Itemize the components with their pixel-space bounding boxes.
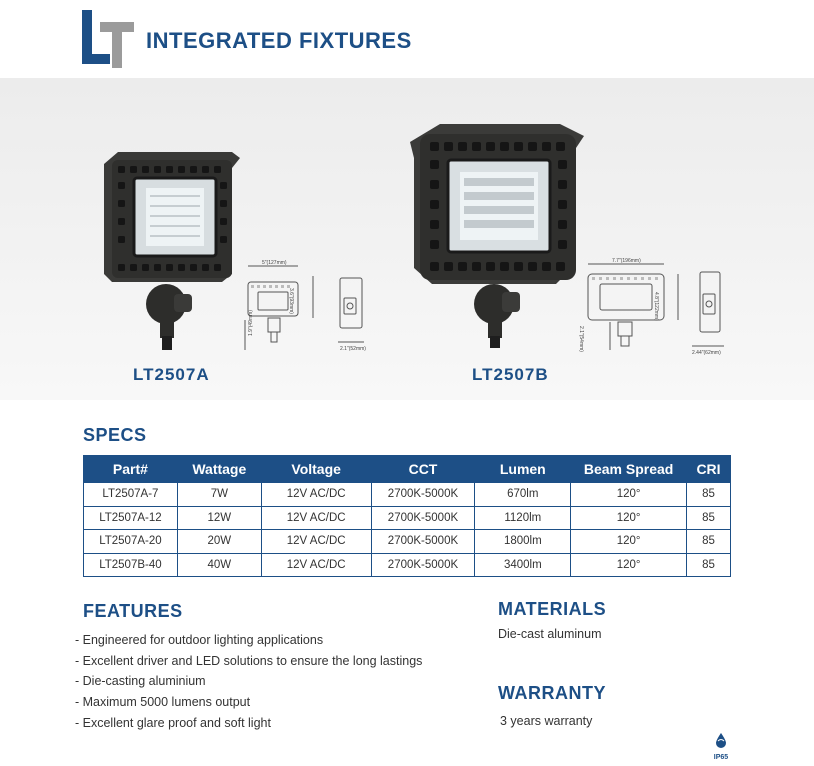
cell-cri: 85 xyxy=(687,530,731,554)
cell-voltage: 12V AC/DC xyxy=(261,530,371,554)
specs-table xyxy=(83,455,731,577)
cell-lumen: 3400lm xyxy=(475,553,571,577)
cell-lumen: 670lm xyxy=(475,483,571,507)
col-voltage: Voltage xyxy=(261,456,371,483)
warranty-text: 3 years warranty xyxy=(500,714,593,728)
cell-wattage: 7W xyxy=(177,483,261,507)
cell-beam-spread: 120° xyxy=(571,553,687,577)
cell-wattage: 20W xyxy=(177,530,261,554)
cell-cct: 2700K-5000K xyxy=(371,530,475,554)
product-label-b: LT2507B xyxy=(472,365,549,384)
product-illustration xyxy=(0,78,814,400)
dim-b-width: 7.7"(196mm) xyxy=(612,258,641,264)
dim-b-height: 4.8"(122mm) xyxy=(653,292,659,321)
cell-cct: 2700K-5000K xyxy=(371,553,475,577)
dim-b-depth: 2.44"(62mm) xyxy=(692,350,721,356)
list-item: - Excellent driver and LED solutions to ensure the long lastings xyxy=(75,653,423,668)
dim-b-stem: 2.1"(54mm) xyxy=(578,326,584,352)
cell-lumen: 1800lm xyxy=(475,530,571,554)
cell-part: LT2507A-12 xyxy=(84,506,178,530)
list-item: - Excellent glare proof and soft light xyxy=(75,715,271,730)
lt2507a-dimension-drawing xyxy=(245,266,364,350)
cell-beam-spread: 120° xyxy=(571,483,687,507)
cell-wattage: 40W xyxy=(177,553,261,577)
cell-part: LT2507B-40 xyxy=(84,553,178,577)
col-wattage: Wattage xyxy=(177,456,261,483)
table-row xyxy=(84,553,731,577)
cell-wattage: 12W xyxy=(177,506,261,530)
lt2507a-fixture-image xyxy=(104,152,240,350)
cell-part: LT2507A-7 xyxy=(84,483,178,507)
cell-cct: 2700K-5000K xyxy=(371,506,475,530)
ip65-badge xyxy=(708,732,734,761)
features-title: FEATURES xyxy=(83,601,183,621)
dim-a-stem: 1.9"(49mm) xyxy=(248,310,254,336)
list-item: - Maximum 5000 lumens output xyxy=(75,695,251,710)
cell-voltage: 12V AC/DC xyxy=(261,553,371,577)
table-row xyxy=(84,530,731,554)
col-cct: CCT xyxy=(371,456,475,483)
col-part: Part# xyxy=(84,456,178,483)
features-list xyxy=(75,630,422,733)
table-row xyxy=(84,483,731,507)
specs-title: SPECS xyxy=(83,425,147,445)
lt-logo xyxy=(80,8,136,68)
cell-cri: 85 xyxy=(687,553,731,577)
cell-beam-spread: 120° xyxy=(571,530,687,554)
ip65-label: IP65 xyxy=(713,754,729,761)
dim-a-depth: 2.1"(52mm) xyxy=(340,346,366,352)
specs-header-row xyxy=(84,456,731,483)
page-header xyxy=(0,0,814,78)
col-lumen: Lumen xyxy=(475,456,571,483)
water-drop-icon xyxy=(714,732,728,748)
product-photo-band xyxy=(0,78,814,400)
col-beam-spread: Beam Spread xyxy=(571,456,687,483)
cell-cct: 2700K-5000K xyxy=(371,483,475,507)
cell-part: LT2507A-20 xyxy=(84,530,178,554)
cell-lumen: 1120lm xyxy=(475,506,571,530)
list-item: - Engineered for outdoor lighting applications xyxy=(75,633,324,647)
cell-voltage: 12V AC/DC xyxy=(261,483,371,507)
cell-voltage: 12V AC/DC xyxy=(261,506,371,530)
page-title: INTEGRATED FIXTURES xyxy=(146,28,412,53)
list-item: - Die-casting aluminium xyxy=(75,674,206,689)
lt2507b-fixture-image xyxy=(410,124,584,348)
cell-beam-spread: 120° xyxy=(571,506,687,530)
materials-text: Die-cast aluminum xyxy=(498,627,602,641)
col-cri: CRI xyxy=(687,456,731,483)
dim-a-height: 3.6"(93mm) xyxy=(288,288,294,314)
dim-a-width: 5"(127mm) xyxy=(262,260,287,266)
cell-cri: 85 xyxy=(687,506,731,530)
warranty-title: WARRANTY xyxy=(498,683,606,703)
table-row xyxy=(84,506,731,530)
product-label-a: LT2507A xyxy=(133,365,210,384)
cell-cri: 85 xyxy=(687,483,731,507)
materials-title: MATERIALS xyxy=(498,599,607,619)
